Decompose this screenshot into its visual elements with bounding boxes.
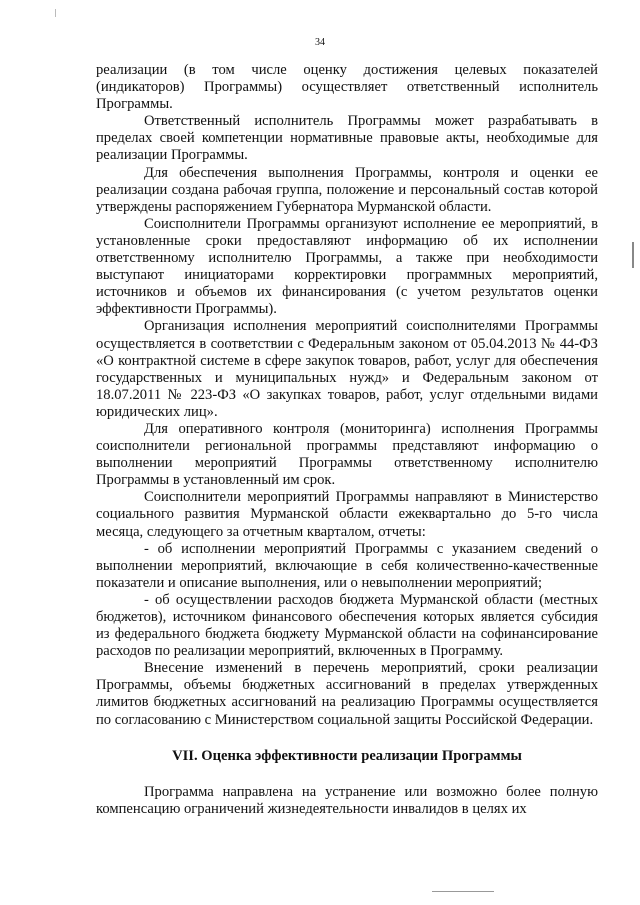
paragraph-3: Для обеспечения выполнения Программы, контроля и оценки ее реализации создана рабочая группа, положение и персональный состав которой утверждены распоряжением Губернатора Мурманской области. bbox=[96, 164, 598, 215]
paragraph-7: Соисполнители мероприятий Программы направляют в Министерство социального развития Мурманской области ежеквартально до 5-го числа месяца, следующего за отчетным кварталом, отчеты: bbox=[96, 489, 598, 540]
document-body bbox=[96, 62, 598, 818]
footer-line bbox=[432, 891, 494, 892]
section-intro-paragraph: Программа направлена на устранение или возможно более полную компенсацию ограничений жизнедеятельности инвалидов в целях их bbox=[96, 783, 598, 817]
paragraph-5: Организация исполнения мероприятий соисполнителями Программы осуществляется в соответствии с Федеральным законом от 05.04.2013 № 44-ФЗ «О контрактной системе в сфере закупок товаров, работ, услуг для обеспечения государственных и муниципальных нужд» и Федеральным законом от 18.07.2011 № 223-ФЗ «О закупках товаров, работ, услуг отдельными видами юридических лиц». bbox=[96, 318, 598, 420]
section-heading: VII. Оценка эффективности реализации Программы bbox=[172, 747, 522, 764]
scan-margin-mark bbox=[632, 242, 634, 268]
page-number: 34 bbox=[315, 37, 325, 48]
paragraph-2: Ответственный исполнитель Программы может разрабатывать в пределах своей компетенции нормативные правовые акты, необходимые для реализации Программы. bbox=[96, 113, 598, 164]
paragraph-1: реализации (в том числе оценку достижения целевых показателей (индикаторов) Программы) осуществляет ответственный исполнитель Программы. bbox=[96, 62, 598, 113]
list-item-1: - об исполнении мероприятий Программы с указанием сведений о выполнении мероприятий, включающие в себя количественно-качественные показатели и описание выполнения, или о невыполнении мероприятий; bbox=[96, 540, 598, 591]
paragraph-8: Внесение изменений в перечень мероприятий, сроки реализации Программы, объемы бюджетных ассигнований в пределах утвержденных лимитов бюджетных ассигнований на реализацию Программы осуществляется по согласованию с Министерством социальной защиты Российской Федерации. bbox=[96, 660, 598, 728]
paragraph-4: Соисполнители Программы организуют исполнение ее мероприятий, в установленные сроки предоставляют информацию об их исполнении ответственному исполнителю Программы, а также при необходимости выступают инициаторами корректировки программных мероприятий, источников и объемов их финансирования (с учетом результатов оценки эффективности Программы). bbox=[96, 215, 598, 318]
paragraph-6: Для оперативного контроля (мониторинга) исполнения Программы соисполнители региональной программы представляют информацию о выполнении мероприятий Программы ответственному исполнителю Программы в установленный им срок. bbox=[96, 420, 598, 489]
scan-corner-mark bbox=[55, 9, 56, 17]
list-item-2: - об осуществлении расходов бюджета Мурманской области (местных бюджетов), источником финансового обеспечения которых является субсидия из федерального бюджета бюджету Мурманской области на софинансирование расходов по реализации мероприятий, включенных в Программу. bbox=[96, 591, 598, 660]
